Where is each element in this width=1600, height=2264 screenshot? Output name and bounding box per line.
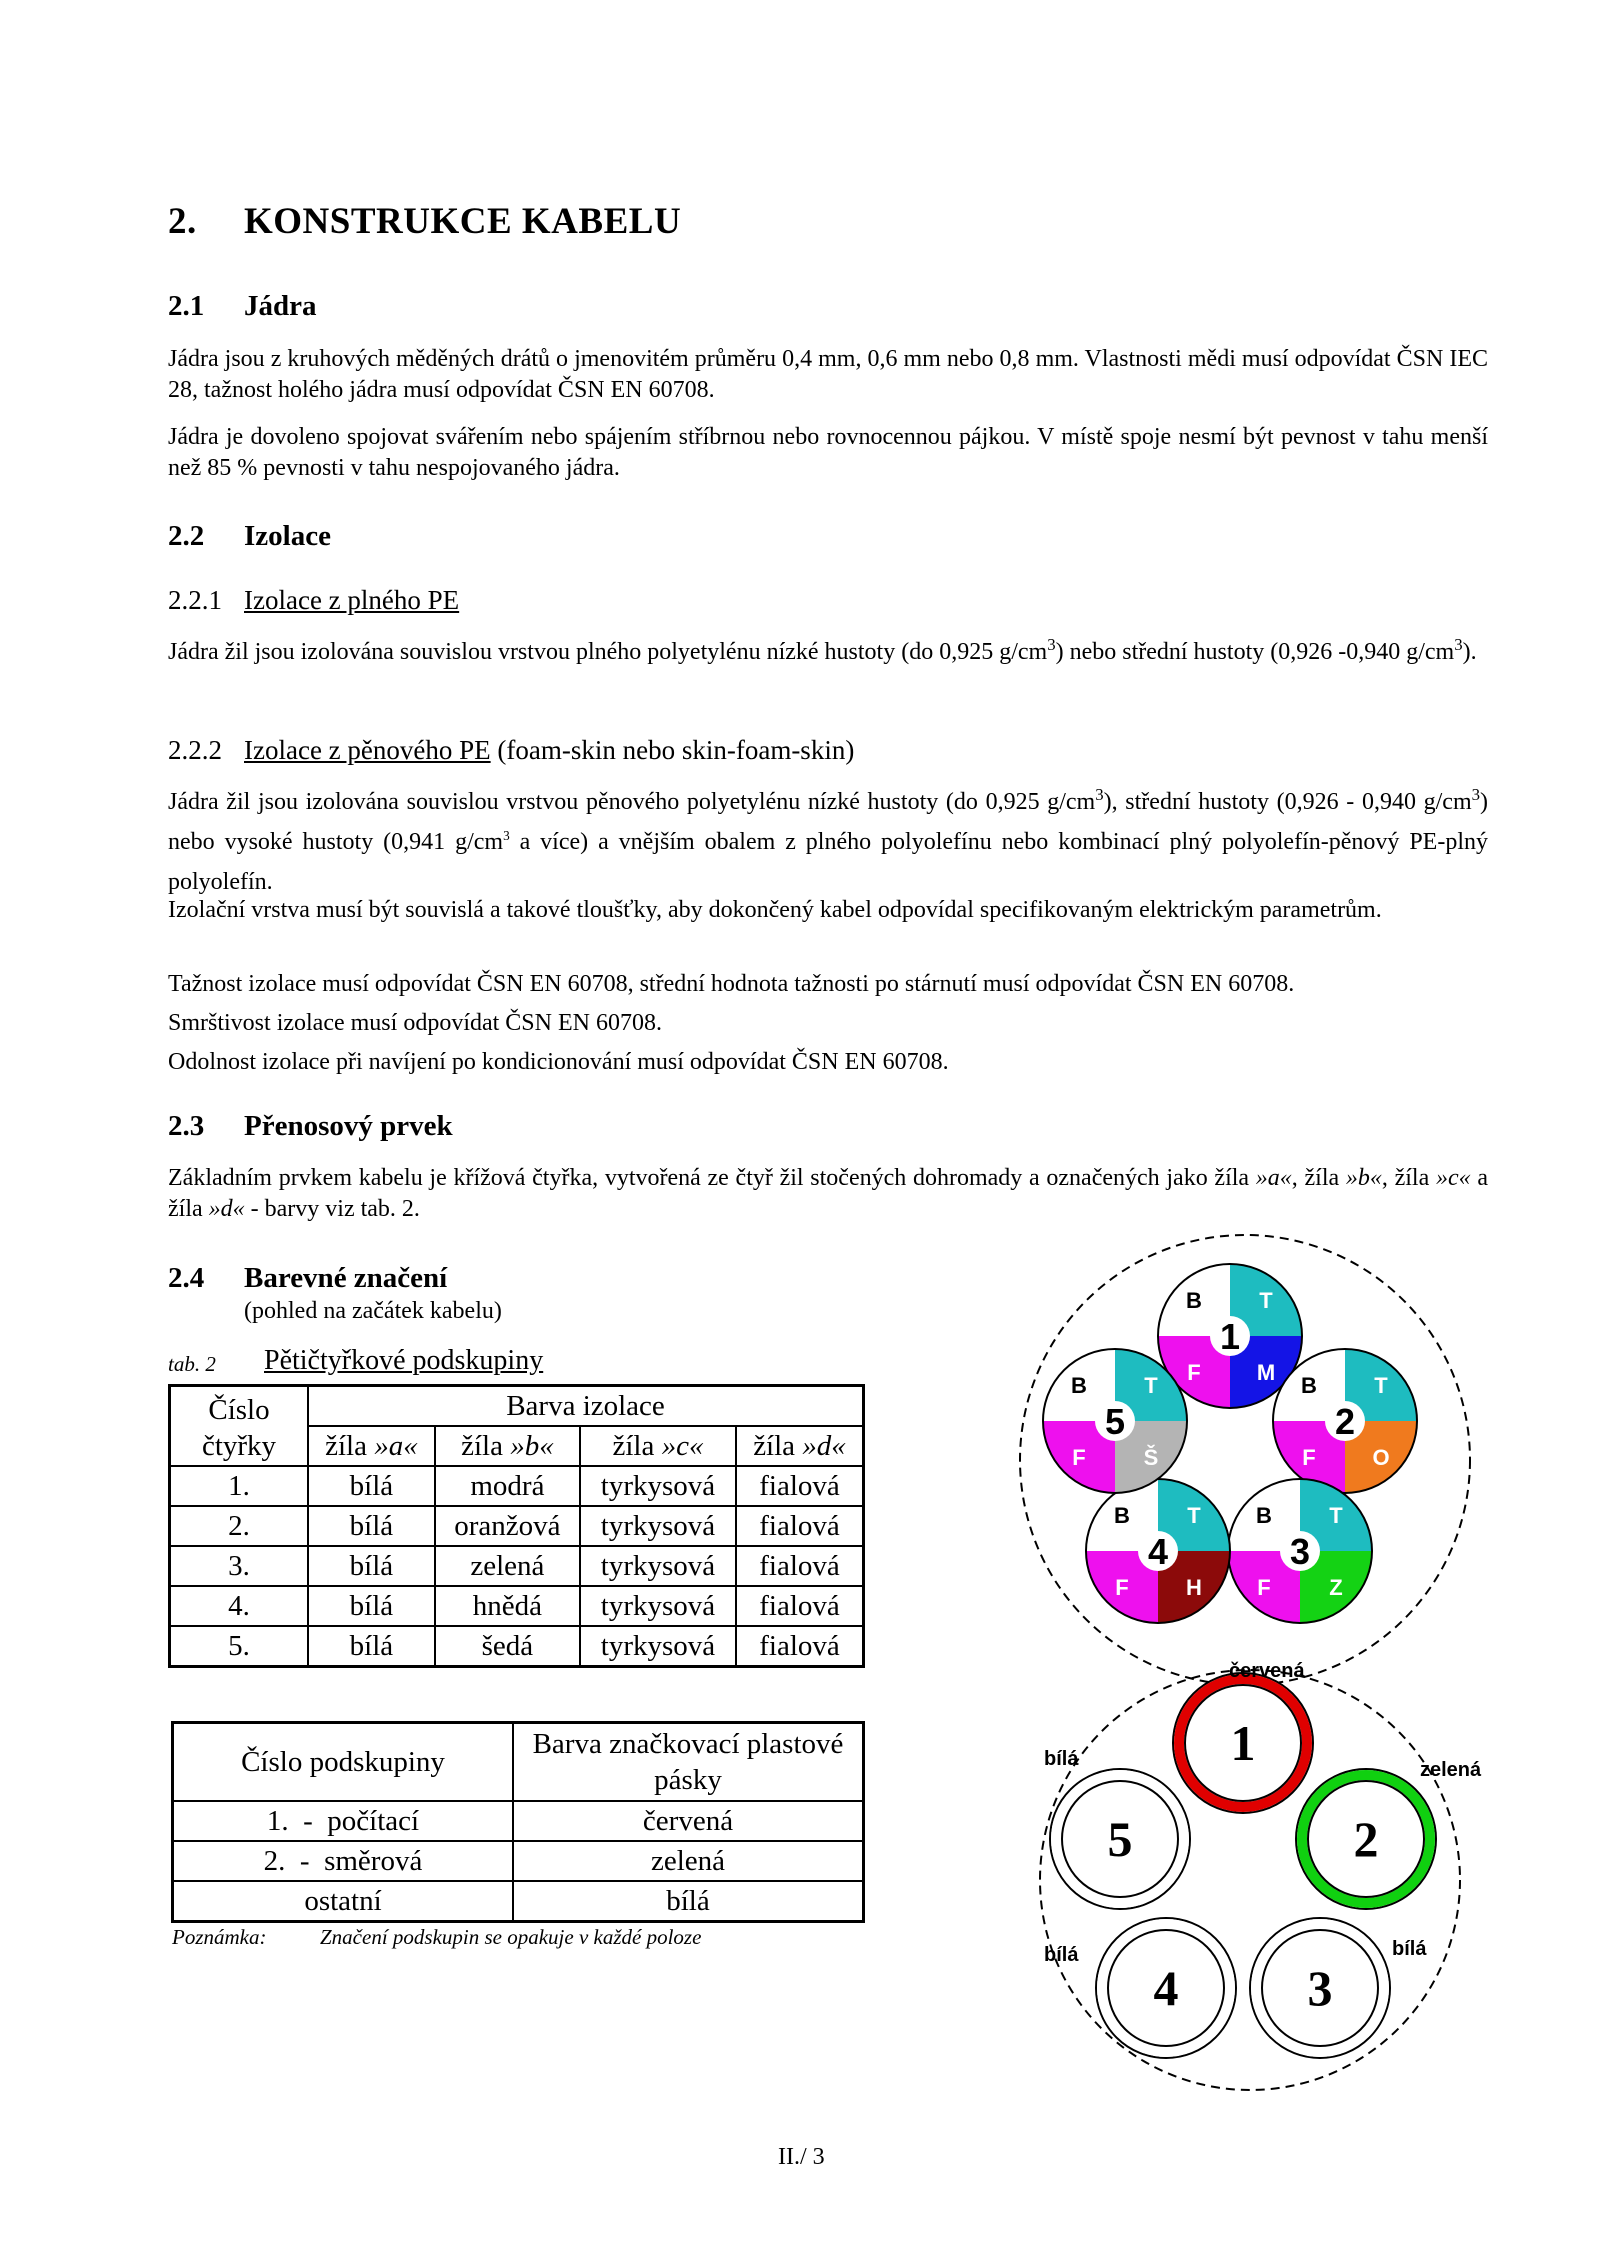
quad-2 (1273, 1349, 1417, 1493)
section-2-2-2-paragraph-3: Tažnost izolace musí odpovídat ČSN EN 60708, střední hodnota tažnosti po stárnutí musí odpovídat ČSN EN 60708. (168, 971, 1295, 997)
label-bila-3: bílá (1392, 1938, 1427, 1960)
section-2-2-heading: 2.2 Izolace (168, 520, 331, 552)
subgroup-2 (1296, 1769, 1436, 1909)
subgroup-4-number: 4 (1153, 1960, 1179, 2016)
section-2-2-2-paragraph-1: Jádra žil jsou izolována souvislou vrstvou pěnového polyetylénu nízké hustoty (do 0,925 $g/cm^3$), střední hustoty (0,926 - 0,940 $g/cm^3$) nebo vysoké hustoty (0,941 $g/cm^3$ a více) a vnějším obalem z plného polyolefínu nebo kombinací plný polyolefín-pěnový PE-plný polyolefín. (168, 785, 1488, 895)
section-2-3-paragraph: Základním prvkem kabelu je křížová čtyřka, vytvořená ze čtyř žil stočených dohromady a označených jako žíla »a«, žíla »b«, žíla »c« a žíla »d« - barvy viz tab. 2. (168, 1165, 1489, 1222)
quad-3-number: 3 (1289, 1531, 1311, 1572)
quad-5-letter: B (1071, 1373, 1087, 1398)
table-row: 1. bílá modrá tyrkysová fialová (170, 1466, 864, 1506)
table-header-cislo: Číslo čtyřky (170, 1386, 309, 1467)
quad-2-letter: O (1372, 1445, 1390, 1470)
quad-1-number: 1 (1219, 1316, 1241, 1357)
quad-2-letter: F (1302, 1445, 1316, 1470)
quad-5-letter: F (1072, 1445, 1086, 1470)
note-label: Poznámka: (172, 1925, 267, 1949)
subgroup-5 (1050, 1769, 1190, 1909)
quad-1-letter: F (1187, 1360, 1201, 1385)
quad-4-letter: T (1187, 1503, 1201, 1528)
section-2-1-paragraph-1: Jádra jsou z kruhových měděných drátů o jmenovitém průměru 0,4 mm, 0,6 mm nebo 0,8 mm. Vlastnosti mědi musí odpovídat ČSN IEC 28, tažnost holého jádra musí odpovídat ČSN EN 60708. (168, 346, 1488, 403)
table-title: Pětičtyřkové podskupiny (264, 1345, 544, 1376)
section-2-2-1-heading: 2.2.1 Izolace z plného PE (168, 585, 460, 615)
subgroup-1 (1173, 1673, 1313, 1813)
table-row: ostatní bílá (173, 1881, 864, 1922)
label-zelena: zelená (1420, 1759, 1482, 1781)
quad-1 (1158, 1264, 1302, 1408)
subgroup-diagram (1030, 1655, 1482, 2105)
label-bila-4: bílá (1044, 1944, 1079, 1966)
table-label: tab. 2 (168, 1352, 216, 1376)
quad-4-number: 4 (1147, 1531, 1169, 1572)
table-row: 2. - směrová zelená (173, 1841, 864, 1881)
quad-3-letter: F (1257, 1575, 1271, 1600)
table-row: 5. bílá šedá tyrkysová fialová (170, 1626, 864, 1667)
subgroup-4 (1096, 1918, 1236, 2058)
table-row: 4. bílá hnědá tyrkysová fialová (170, 1586, 864, 1626)
chapter-heading: 2. KONSTRUKCE KABELU (168, 201, 682, 242)
quad-1-letter: B (1186, 1288, 1202, 1313)
quad-4-letter: F (1115, 1575, 1129, 1600)
subgroup-5-number: 5 (1107, 1811, 1133, 1867)
quad-5 (1043, 1349, 1187, 1493)
table-header-barva: Barva izolace (308, 1386, 864, 1427)
section-2-2-2-heading: 2.2.2 Izolace z pěnového PE (foam-skin nebo skin-foam-skin) (168, 735, 855, 765)
quad-4 (1086, 1479, 1230, 1623)
subgroup-3 (1250, 1918, 1390, 2058)
section-2-2-2-paragraph-5: Odolnost izolace při navíjení po kondicionování musí odpovídat ČSN EN 60708. (168, 1049, 949, 1075)
section-2-4-subtitle: (pohled na začátek kabelu) (244, 1298, 502, 1324)
label-cervena: červená (1229, 1660, 1305, 1682)
table-row: 1. - počítací červená (173, 1801, 864, 1841)
subgroup-table (171, 1721, 865, 1923)
subgroup-3-number: 3 (1307, 1960, 1333, 2016)
quad-5-number: 5 (1104, 1401, 1126, 1442)
quad-5-letter: T (1144, 1373, 1158, 1398)
quad-1-letter: T (1259, 1288, 1273, 1313)
quad-4-letter: H (1186, 1575, 1202, 1600)
subgroup-1-number: 1 (1230, 1715, 1256, 1771)
quad-color-table (168, 1384, 865, 1668)
table-header-zila-d: žíla »d« (736, 1426, 864, 1466)
quad-2-letter: B (1301, 1373, 1317, 1398)
subgroup-2-number: 2 (1353, 1811, 1379, 1867)
section-2-2-2-paragraph-2: Izolační vrstva musí být souvislá a takové tloušťky, aby dokončený kabel odpovídal specifikovaným elektrickým parametrům. (168, 897, 1382, 923)
quad-3 (1228, 1479, 1372, 1623)
section-2-1-paragraph-2: Jádra je dovoleno spojovat svářením nebo spájením stříbrnou nebo rovnocennou pájkou. V místě spoje nesmí být pevnost v tahu menší než 85 % pevnosti v tahu nespojovaného jádra. (168, 424, 1488, 481)
section-2-2-1-paragraph: Jádra žil jsou izolována souvislou vrstvou plného polyetylénu nízké hustoty (do 0,925 $g/cm^3$) nebo střední hustoty (0,926 -0,940 $g/cm^3$). (168, 635, 1477, 665)
table-row: 2. bílá oranžová tyrkysová fialová (170, 1506, 864, 1546)
quad-2-letter: T (1374, 1373, 1388, 1398)
quad-3-letter: Z (1329, 1575, 1343, 1600)
quad-diagram (1010, 1230, 1480, 1690)
table-row: 3. bílá zelená tyrkysová fialová (170, 1546, 864, 1586)
table-header-zila-c: žíla »c« (580, 1426, 736, 1466)
section-2-1-heading: 2.1 Jádra (168, 290, 317, 322)
note-text: Značení podskupin se opakuje v každé poloze (320, 1925, 702, 1949)
quad-2-number: 2 (1334, 1401, 1356, 1442)
table-header-podskupina: Číslo podskupiny (173, 1723, 514, 1802)
table-header-paska: Barva značkovací plastové pásky (513, 1723, 864, 1802)
section-2-2-2-paragraph-4: Smrštivost izolace musí odpovídat ČSN EN 60708. (168, 1010, 662, 1036)
section-2-3-heading: 2.3 Přenosový prvek (168, 1110, 453, 1142)
page-number: II./ 3 (778, 2144, 825, 2170)
quad-5-letter: Š (1143, 1445, 1159, 1470)
label-bila-5: bílá (1044, 1748, 1079, 1770)
section-2-4-heading: 2.4 Barevné značení (168, 1262, 448, 1294)
table-header-zila-a: žíla »a« (308, 1426, 435, 1466)
quad-4-letter: B (1114, 1503, 1130, 1528)
quad-1-letter: M (1256, 1360, 1276, 1385)
quad-3-letter: T (1329, 1503, 1343, 1528)
table-header-zila-b: žíla »b« (435, 1426, 580, 1466)
quad-3-letter: B (1256, 1503, 1272, 1528)
